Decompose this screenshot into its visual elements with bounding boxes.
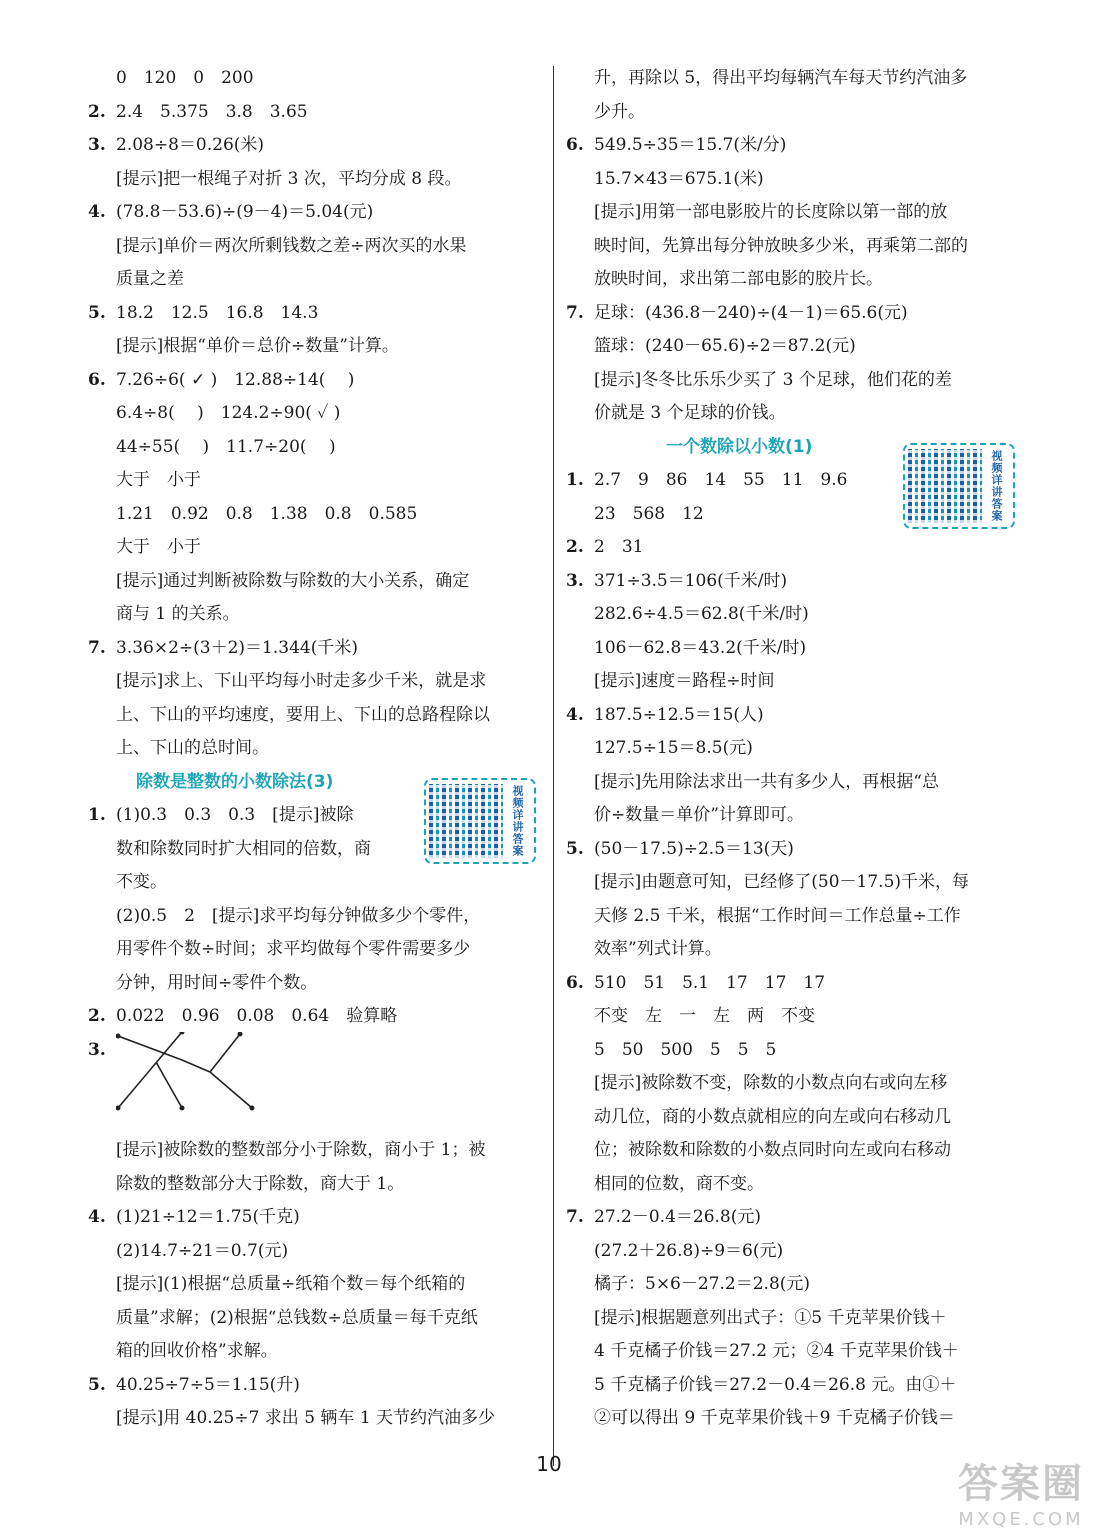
answer-line (88, 1369, 548, 1403)
answer-line (88, 900, 548, 934)
answer-line (88, 431, 548, 465)
answer-line (566, 699, 1026, 733)
answer-line (566, 297, 1026, 331)
answer-line (566, 1067, 1026, 1101)
answer-line (566, 1369, 1026, 1403)
answer-line (88, 699, 548, 733)
answer-text: 效率”列式计算。 (594, 939, 722, 959)
answer-line (88, 1268, 548, 1302)
answer-text: 3.36×2÷(3＋2)＝1.344(千米) (116, 637, 358, 658)
question-number: 5. (566, 838, 584, 859)
answer-line (88, 1134, 548, 1168)
question-number: 5. (88, 1374, 106, 1395)
answer-text: 质量之差 (116, 269, 184, 289)
matching-line (210, 1034, 240, 1072)
answer-text: 7.26÷6( ✓ ) 12.88÷14( ) (116, 369, 355, 390)
answer-text: 放映时间，求出第二部电影的胶片长。 (594, 269, 883, 289)
qr-code-video-answer-2[interactable] (903, 443, 1015, 529)
answer-text: 上、下山的总时间。 (116, 738, 269, 758)
answer-text: 0 120 0 200 (116, 68, 254, 88)
answer-text: [提示]通过判断被除数与除数的大小关系，确定 (116, 570, 470, 591)
question-number: 4. (566, 704, 584, 725)
answer-text: 大于 小于 (116, 470, 201, 490)
answer-line (88, 364, 548, 398)
answer-text: (1)0.3 0.3 0.3 [提示]被除 (116, 805, 354, 825)
answer-line (566, 230, 1026, 264)
answer-line (88, 732, 548, 766)
question-number: 3. (566, 570, 584, 591)
answer-text: 不变。 (116, 872, 167, 892)
answer-line (566, 263, 1026, 297)
answer-text: 2.08÷8＝0.26(米) (116, 135, 265, 155)
answer-text: 44÷55( ) 11.7÷20( ) (116, 436, 336, 457)
answer-text: 5 50 500 5 5 5 (594, 1039, 777, 1060)
answer-line (566, 397, 1026, 431)
answer-line (566, 833, 1026, 867)
answer-text: 价÷数量＝单价”计算即可。 (594, 805, 804, 825)
answer-text: 商与 1 的关系。 (116, 604, 240, 624)
answer-line (566, 330, 1026, 364)
left-column (88, 62, 548, 1436)
answer-text: 不变 左 一 左 两 不变 (594, 1006, 815, 1026)
answer-line (88, 598, 548, 632)
answer-line (88, 1034, 548, 1068)
answer-line (88, 163, 548, 197)
answer-text: 18.2 12.5 16.8 14.3 (116, 302, 319, 323)
answer-text: 5 千克橘子价钱＝27.2－0.4＝26.8 元。由①＋ (594, 1374, 957, 1395)
answer-text: [提示]用 40.25÷7 求出 5 辆车 1 天节约汽油多少 (116, 1408, 496, 1428)
answer-line (566, 766, 1026, 800)
answer-line (566, 1268, 1026, 1302)
question-number: 1. (88, 805, 106, 825)
answer-line (88, 1000, 548, 1034)
answer-text: 箱的回收价格”求解。 (116, 1341, 278, 1361)
answer-text: [提示]先用除法求出一共有多少人，再根据“总 (594, 771, 939, 792)
answer-text: 106－62.8＝43.2(千米/时) (594, 637, 807, 658)
answer-line (566, 1201, 1026, 1235)
question-number: 5. (88, 302, 106, 323)
answer-line (566, 62, 1026, 96)
matching-dot (116, 1033, 121, 1038)
answer-line (566, 1000, 1026, 1034)
answer-line (88, 96, 548, 130)
answer-text: (50－17.5)÷2.5＝13(天) (594, 838, 794, 859)
qr-code-video-answer-1[interactable] (424, 778, 536, 864)
answer-line (88, 565, 548, 599)
answer-text: [提示]被除数的整数部分小于除数，商小于 1；被 (116, 1140, 486, 1160)
answer-line (566, 1034, 1026, 1068)
answer-line (566, 196, 1026, 230)
answer-line (566, 1134, 1026, 1168)
question-number: 7. (566, 302, 584, 323)
answer-line (88, 665, 548, 699)
answer-text: 映时间，先算出每分钟放映多少米，再乘第二部的 (594, 235, 968, 256)
answer-text: [提示]根据“单价＝总价÷数量”计算。 (116, 336, 399, 356)
answer-line (88, 230, 548, 264)
answer-line (566, 1302, 1026, 1336)
qr-code-icon (429, 784, 503, 858)
answer-line (88, 1101, 548, 1135)
answer-line (88, 1201, 548, 1235)
question-number: 6. (88, 369, 106, 390)
answer-text: 282.6÷4.5＝62.8(千米/时) (594, 604, 809, 624)
question-number: 7. (88, 637, 106, 658)
answer-text: 127.5÷15＝8.5(元) (594, 738, 753, 758)
answer-line (566, 163, 1026, 197)
answer-text: 动几位，商的小数点就相应的向左或向右移动几 (594, 1106, 951, 1127)
answer-line (88, 933, 548, 967)
answer-line (88, 129, 548, 163)
answer-text: 371÷3.5＝106(千米/时) (594, 570, 788, 591)
answer-text: [提示]求上、下山平均每小时走多少千米，就是求 (116, 671, 487, 691)
answer-line (566, 732, 1026, 766)
answer-line (566, 1335, 1026, 1369)
answer-text: [提示]冬冬比乐乐少买了 3 个足球，他们花的差 (594, 369, 952, 390)
answer-line (88, 1235, 548, 1269)
right-column (566, 62, 1026, 1436)
answer-line (566, 1168, 1026, 1202)
answer-text: [提示]由题意可知，已经修了(50－17.5)千米，每 (594, 872, 970, 892)
watermark-url: MXQE.COM (958, 1509, 1084, 1530)
answer-line (566, 364, 1026, 398)
answer-line (566, 531, 1026, 565)
question-number: 2. (566, 537, 584, 557)
answer-text: 23 568 12 (594, 503, 704, 524)
answer-text: 除数的整数部分大于除数，商大于 1。 (116, 1173, 405, 1194)
answer-line (88, 866, 548, 900)
answer-text: 0.022 0.96 0.08 0.64 验算略 (116, 1006, 398, 1026)
answer-text: 橘子：5×6－27.2＝2.8(元) (594, 1274, 811, 1294)
answer-line (88, 397, 548, 431)
question-number: 2. (88, 1006, 106, 1026)
answer-line (88, 632, 548, 666)
answer-text: 少升。 (594, 101, 645, 122)
answer-text: 27.2－0.4＝26.8(元) (594, 1207, 762, 1227)
section-title: 一个数除以小数(1) (666, 436, 813, 457)
answer-line (566, 598, 1026, 632)
answer-text: 40.25÷7÷5＝1.15(升) (116, 1374, 300, 1395)
answer-text: 1.21 0.92 0.8 1.38 0.8 0.585 (116, 503, 418, 524)
answer-text: 187.5÷12.5＝15(人) (594, 704, 764, 725)
answer-line (566, 799, 1026, 833)
section-title: 除数是整数的小数除法(3) (136, 771, 334, 792)
answer-line (566, 900, 1026, 934)
question-number: 1. (566, 470, 584, 490)
qr-label: 视频详讲答案 (990, 450, 1003, 522)
answer-line (88, 62, 548, 96)
matching-line (118, 1036, 182, 1060)
question-number: 3. (88, 135, 106, 155)
answer-text: [提示]速度＝路程÷时间 (594, 671, 775, 691)
answer-line (88, 1402, 548, 1436)
answer-text: 分钟，用时间÷零件个数。 (116, 972, 318, 993)
answer-text: 数和除数同时扩大相同的倍数，商 (116, 838, 371, 859)
question-number: 4. (88, 1207, 106, 1227)
answer-text: 549.5÷35＝15.7(米/分) (594, 135, 787, 155)
answer-line (566, 1235, 1026, 1269)
answer-line (88, 330, 548, 364)
watermark (958, 1452, 1084, 1530)
answer-text: 2.7 9 86 14 55 11 9.6 (594, 470, 848, 490)
answer-text: 篮球：(240－65.6)÷2＝87.2(元) (594, 336, 856, 356)
answer-line (88, 531, 548, 565)
question-number: 6. (566, 135, 584, 155)
answer-text: (2)0.5 2 [提示]求平均每分钟做多少个零件， (116, 905, 481, 926)
answer-text: [提示]单价＝两次所剩钱数之差÷两次买的水果 (116, 235, 467, 256)
answer-text: (1)21÷12＝1.75(千克) (116, 1207, 300, 1227)
question-number: 3. (88, 1039, 106, 1060)
answer-text: 2.4 5.375 3.8 3.65 (116, 101, 308, 122)
answer-text: 4 千克橘子价钱＝27.2 元；②4 千克苹果价钱＋ (594, 1341, 959, 1361)
page-number: 10 (536, 1452, 562, 1476)
answer-line (88, 967, 548, 1001)
qr-code-icon (908, 449, 982, 523)
answer-text: 价就是 3 个足球的价钱。 (594, 403, 786, 423)
answer-line (88, 1335, 548, 1369)
answer-text: [提示]根据题意列出式子：①5 千克苹果价钱＋ (594, 1307, 947, 1328)
answer-text: 天修 2.5 千米，根据“工作时间＝工作总量÷工作 (594, 905, 961, 926)
answer-text: [提示]把一根绳子对折 3 次，平均分成 8 段。 (116, 168, 462, 189)
answer-line (566, 565, 1026, 599)
answer-line (88, 1168, 548, 1202)
answer-text: (78.8－53.6)÷(9－4)＝5.04(元) (116, 202, 374, 222)
answer-line (88, 1302, 548, 1336)
answer-text: 上、下山的平均速度，要用上、下山的总路程除以 (116, 704, 490, 725)
answer-text: (27.2＋26.8)÷9＝6(元) (594, 1240, 784, 1261)
answer-text: 升，再除以 5，得出平均每辆汽车每天节约汽油多 (594, 68, 968, 88)
question-number: 6. (566, 972, 584, 993)
answer-text: 相同的位数，商不变。 (594, 1173, 764, 1194)
answer-text: [提示](1)根据“总质量÷纸箱个数＝每个纸箱的 (116, 1274, 466, 1294)
answer-text: [提示]被除数不变，除数的小数点向右或向左移 (594, 1073, 948, 1093)
answer-text: 足球：(436.8－240)÷(4－1)＝65.6(元) (594, 302, 908, 323)
answer-line (566, 1402, 1026, 1436)
answer-line (566, 933, 1026, 967)
answer-text: 15.7×43＝675.1(米) (594, 168, 764, 189)
answer-line (88, 464, 548, 498)
answer-line (88, 1067, 548, 1101)
answer-line (88, 297, 548, 331)
qr-label: 视频详讲答案 (511, 785, 524, 857)
answer-text: (2)14.7÷21＝0.7(元) (116, 1240, 289, 1261)
watermark-logo: 答案圈 (958, 1461, 1084, 1507)
answer-line (88, 196, 548, 230)
answer-line (566, 129, 1026, 163)
answer-text: 用零件个数÷时间；求平均做每个零件需要多少 (116, 939, 471, 959)
answer-line (566, 632, 1026, 666)
answer-text: ②可以得出 9 千克苹果价钱＋9 千克橘子价钱＝ (594, 1408, 955, 1428)
answer-text: 质量”求解；(2)根据“总钱数÷总质量＝每千克纸 (116, 1307, 478, 1328)
answer-text: 510 51 5.1 17 17 17 (594, 972, 826, 993)
answer-text: 大于 小于 (116, 537, 201, 557)
question-number: 2. (88, 101, 106, 122)
column-divider (553, 66, 554, 1466)
answer-line (566, 96, 1026, 130)
answer-text: 6.4÷8( ) 124.2÷90( ✓ ) (116, 403, 341, 423)
answer-line (88, 263, 548, 297)
question-number: 4. (88, 202, 106, 222)
answer-line (566, 967, 1026, 1001)
question-number: 7. (566, 1207, 584, 1227)
answer-line (566, 665, 1026, 699)
answer-text: [提示]用第一部电影胶片的长度除以第一部的放 (594, 202, 948, 222)
answer-line (566, 1101, 1026, 1135)
answer-text: 2 31 (594, 537, 644, 557)
answer-text: 位；被除数和除数的小数点同时向左或向右移动 (594, 1140, 951, 1160)
answer-line (88, 498, 548, 532)
answer-line (566, 866, 1026, 900)
